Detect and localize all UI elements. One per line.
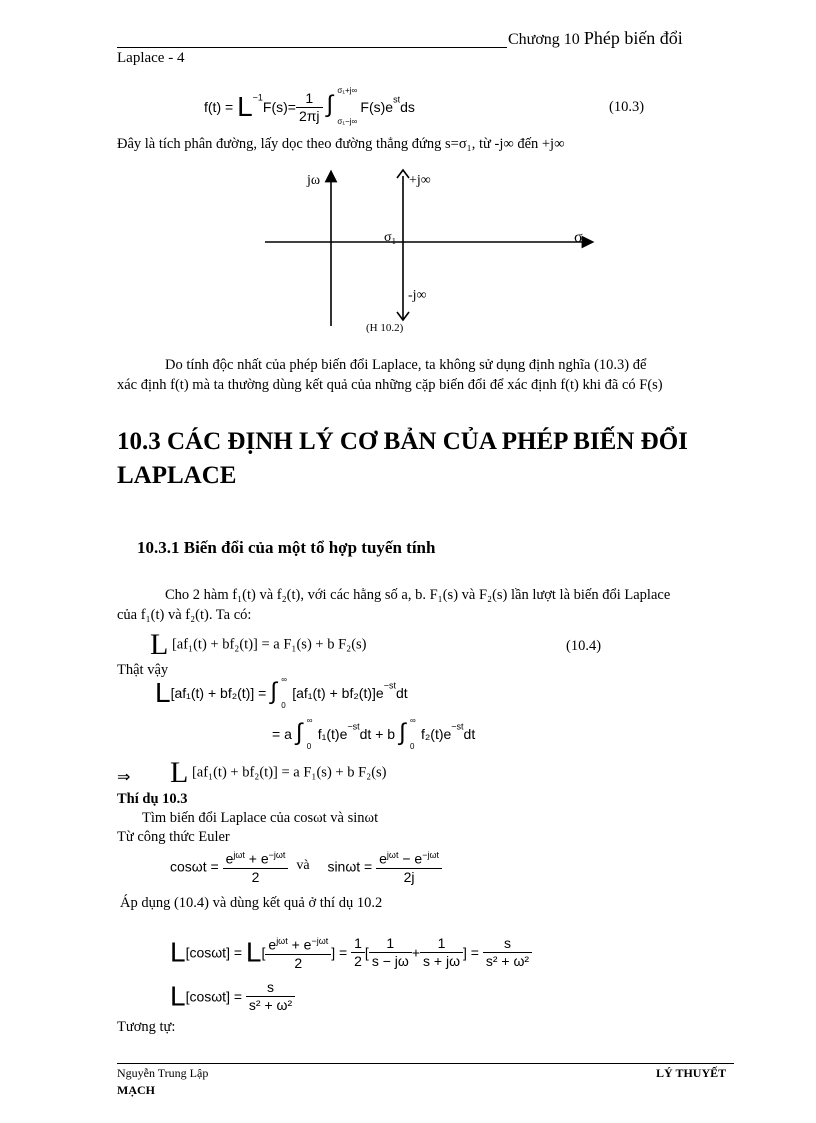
- footer-rule: [117, 1063, 734, 1064]
- proof-line-1: L[af₁(t) + bf₂(t)] = ∫ ∞ 0 $[af_1(t) + bf_2(t)]e^{-st}dt$: [155, 675, 408, 710]
- section-heading-line1: 10.3 CÁC ĐỊNH LÝ CƠ BẢN CỦA PHÉP BIẾN ĐỔI: [117, 428, 688, 455]
- tuong-tu: Tương tự:: [117, 1019, 176, 1035]
- header-rule: [117, 47, 507, 48]
- paragraph-linear-1: Cho 2 hàm f₁(t) và f₂(t), với các hằng số a, b. F₁(s) và F₂(s) lần lượt là biến đổi Laplace: [165, 587, 671, 603]
- example-text-2: Từ công thức Euler: [117, 829, 230, 845]
- jw-label: jω: [307, 173, 321, 188]
- cos-transform-line-1: L[cosωt] = L[ $\frac{e^{j\omega t} + e^{-j\omega t}}{2}$ ] = $\frac{1}{2}$ [ $\frac{1}{s - j\omega}$ + $\frac{1}{s + j\omega}$ ] = $\frac{s}{\text{s² + ω²}}$: [170, 933, 532, 972]
- paragraph-uniqueness-2: xác định f(t) mà ta thường dùng kết quả của những cặp biến đổi để xác định f(t) khi đã có F(s): [117, 377, 663, 393]
- plus-j-infinity-label: +j∞: [409, 173, 431, 188]
- complex-plane-figure: [250, 168, 595, 338]
- paragraph-uniqueness-1: Do tính độc nhất của phép biến đổi Laplace, ta không sử dụng định nghĩa (10.3) để: [165, 357, 647, 373]
- proof-line-2: = a ∫ ∞ 0 $f_1(t)e^{-st}dt + b$ ∫ ∞ 0 $f_2(t)e^{-st}dt$: [272, 716, 476, 751]
- example-title: Thí dụ 10.3: [117, 791, 188, 807]
- minus-j-infinity-label: -j∞: [408, 288, 427, 303]
- equation-10-4: L [af₁(t) + bf₂(t)] = a F₁(s) + b F₂(s): [150, 628, 367, 661]
- footer-title-bottom: MẠCH: [117, 1083, 155, 1097]
- figure-caption: (H 10.2): [366, 322, 404, 334]
- section-heading-line2: LAPLACE: [117, 462, 237, 489]
- paragraph-linear-2: của f₁(t) và f₂(t). Ta có:: [117, 607, 252, 623]
- euler-formulas: cosωt = $\frac{e^{j\omega t} + e^{-j\omega t}}{2}$ và sinωt = $\frac{e^{j\omega t} - e^{-j\omega t}}{2j}$: [170, 847, 442, 886]
- equation-number: (10.3): [609, 99, 645, 115]
- cos-transform-line-2: L[cosωt] = $\frac{s}{\text{s² + ω²}}$: [170, 979, 295, 1014]
- header-continuation: Laplace - 4: [117, 50, 185, 66]
- implies-arrow: ⇒: [117, 769, 131, 786]
- subsection-heading: 10.3.1 Biến đổi của một tổ hợp tuyến tính: [137, 538, 436, 557]
- sigma-label: σ: [574, 229, 583, 246]
- implies-equation: L [af₁(t) + bf₂(t)] = a F₁(s) + b F₂(s): [170, 756, 387, 789]
- equation-10-3: $f(t) = L^{-1}F(s)=$ $\frac{1}{2\pi j}$ ∫ σ₁+j∞ σ₁−j∞ $F(s)e^{st}ds$: [204, 86, 415, 126]
- equation-number-10-4: (10.4): [566, 638, 602, 654]
- that-vay: Thật vậy: [117, 662, 169, 678]
- paragraph-line-integral: Đây là tích phân đường, lấy dọc theo đường thẳng đứng s=σ₁, từ -j∞ đến +j∞: [117, 136, 565, 152]
- footer-title-right: LÝ THUYẾT: [656, 1066, 727, 1080]
- header-chapter: Chương 10 Phép biến đổi: [508, 28, 683, 48]
- example-text-3: Áp dụng (10.4) và dùng kết quả ở thí dụ 10.2: [120, 895, 383, 911]
- footer-author: Nguyễn Trung Lập: [117, 1066, 209, 1080]
- example-text-1: Tìm biến đổi Laplace của cosωt và sinωt: [142, 810, 379, 826]
- sigma1-label: σ₁: [384, 230, 397, 245]
